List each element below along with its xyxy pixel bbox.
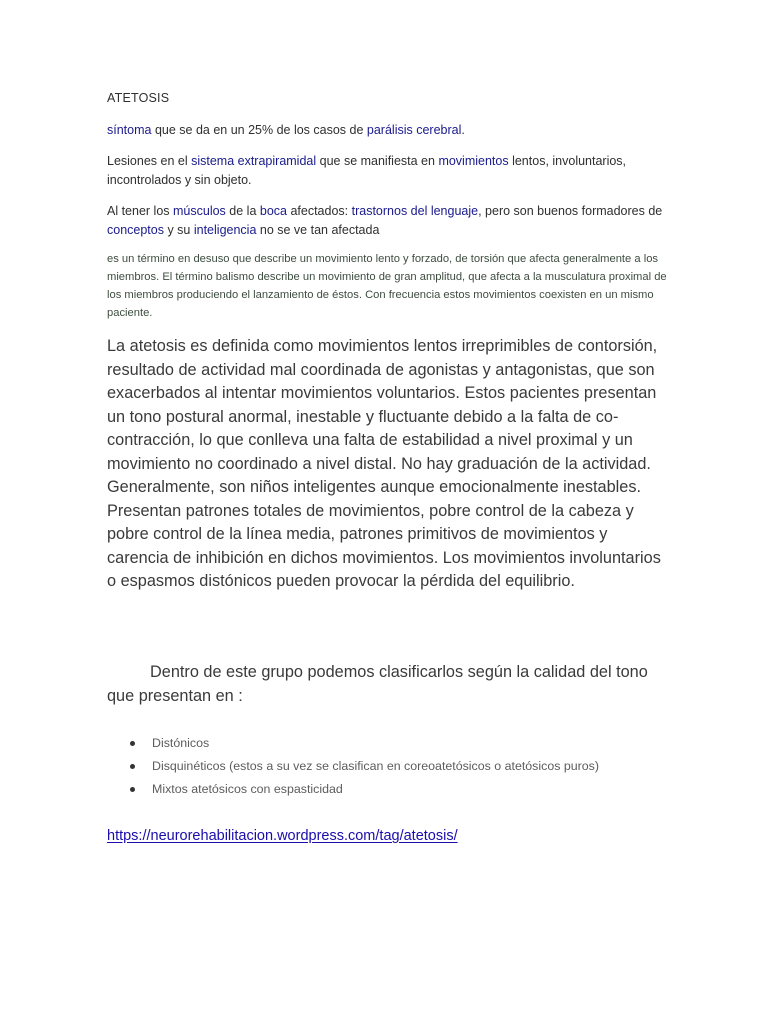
bullet-icon	[130, 741, 135, 746]
text-segment: de la	[225, 204, 260, 218]
text-segment: afectados:	[286, 204, 352, 218]
bullet-icon	[130, 787, 135, 792]
link-inteligencia[interactable]: inteligencia	[193, 223, 257, 237]
text-segment: que se da en un 25% de los casos de	[151, 123, 367, 137]
link-sistema-extrapiramidal[interactable]: sistema extrapiramidal	[191, 154, 317, 168]
link-musculos[interactable]: músculos	[173, 204, 226, 218]
text-segment: que se manifiesta en	[316, 154, 439, 168]
text-segment: .	[461, 123, 465, 137]
source-url-link[interactable]: https://neurorehabilitacion.wordpress.com/tag/atetosis/	[107, 828, 458, 844]
list-item-text: Mixtos atetósicos con espasticidad	[152, 782, 343, 796]
text-segment: Al tener los	[107, 204, 174, 218]
link-conceptos[interactable]: conceptos	[107, 223, 164, 237]
list-item	[130, 780, 599, 803]
text-segment: lentos, involuntarios, incontrolados y sin objeto.	[107, 154, 627, 187]
paragraph-sintoma	[107, 121, 667, 140]
classification-list	[130, 734, 599, 803]
link-sintoma[interactable]: síntoma	[107, 123, 152, 137]
text-segment: , pero son buenos formadores de	[478, 204, 663, 218]
link-movimientos[interactable]: movimientos	[438, 154, 509, 168]
text-segment: Lesiones en el	[107, 154, 192, 168]
list-item-text: Distónicos	[152, 736, 210, 750]
link-paralisis-cerebral[interactable]: parálisis cerebral	[366, 123, 462, 137]
text-segment: no se ve tan afectada	[256, 223, 380, 237]
link-boca[interactable]: boca	[259, 204, 287, 218]
paragraph-definicion: es un término en desuso que describe un movimiento lento y forzado, de torsión que afecta generalmente a los miembros. El término balismo describe un movimiento de gran amplitud, que afecta a la musculatura proximal de los miembros produciendo el lanzamiento de éstos. Con frecuencia estos movimientos coexisten en un mismo paciente.	[107, 253, 667, 319]
bullet-icon	[130, 764, 135, 769]
paragraph-clasificacion	[107, 661, 667, 708]
text-segment: y su	[163, 223, 194, 237]
document-title: ATETOSIS	[107, 91, 170, 105]
paragraph-lesiones	[107, 152, 667, 190]
list-item	[130, 757, 599, 780]
list-item-text: Disquinéticos (estos a su vez se clasifican en coreoatetósicos o atetósicos puros)	[152, 759, 599, 773]
text-segment: Dentro de este grupo podemos clasificarlos según la calidad del tono que presentan en :	[107, 663, 648, 705]
list-item	[130, 734, 599, 757]
paragraph-musculos	[107, 202, 667, 240]
paragraph-atetosis-main: La atetosis es definida como movimientos lentos irreprimibles de contorsión, resultado de actividad mal coordinada de agonistas y antagonistas, que son exacerbados al intentar movimientos voluntarios. Estos pacientes presentan un tono postural anormal, inestable y fluctuante debido a la falta de co-contracción, lo que conlleva una falta de estabilidad a nivel proximal y un movimiento no coordinado a nivel distal. No hay graduación de la actividad. Generalmente, son niños inteligentes aunque emocionalmente inestables. Presentan patrones totales de movimientos, pobre control de la cabeza y pobre control de la línea media, patrones primitivos de movimientos y carencia de inhibición en dichos movimientos. Los movimientos involuntarios o espasmos distónicos pueden provocar la pérdida del equilibrio.	[107, 337, 661, 590]
link-trastornos-del-lenguaje[interactable]: trastornos del lenguaje	[351, 204, 479, 218]
